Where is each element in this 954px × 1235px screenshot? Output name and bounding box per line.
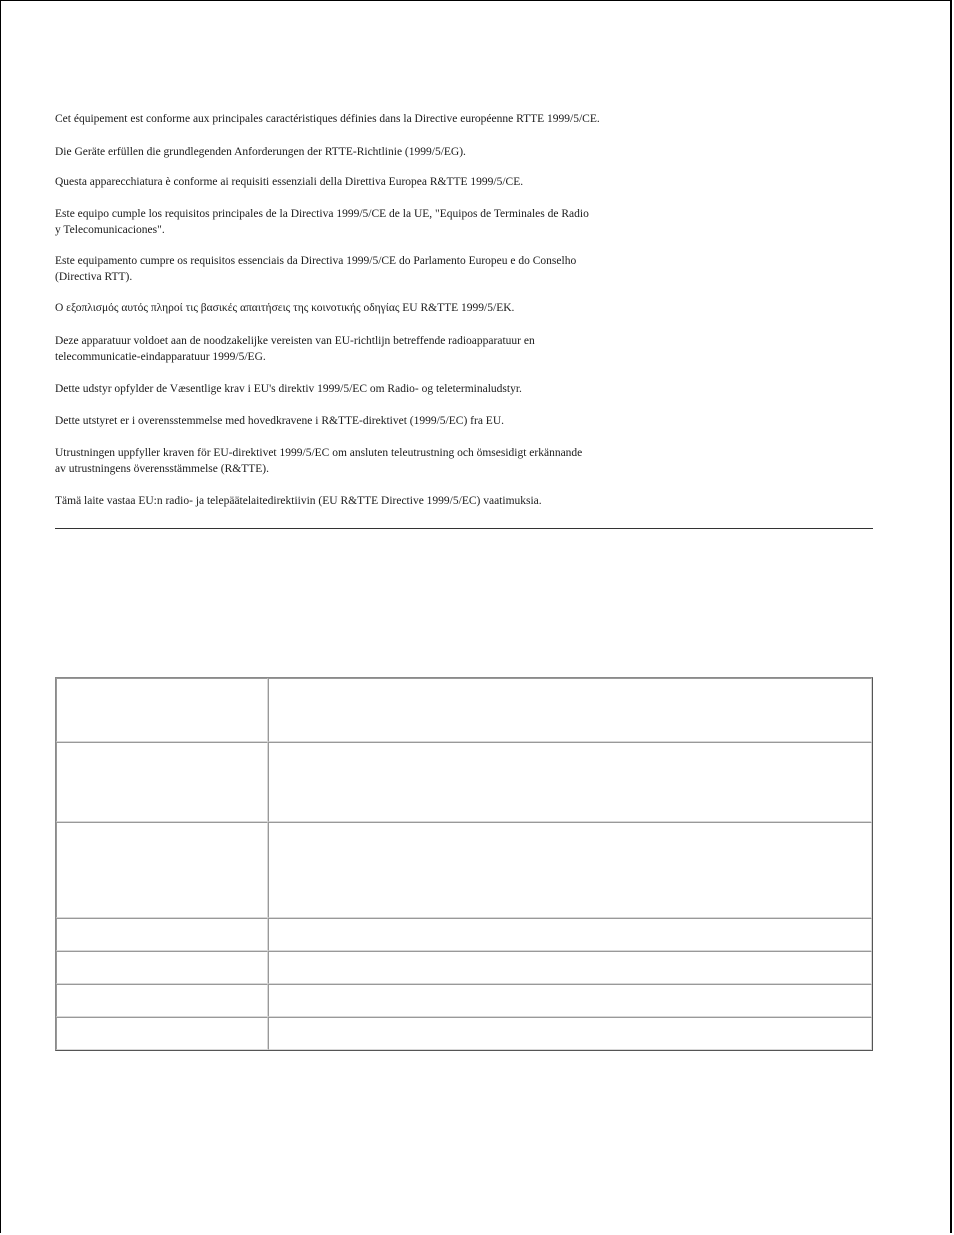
table-row [56, 742, 872, 822]
statement-danish: Dette udstyr opfylder de Væsentlige krav i EU's direktiv 1999/5/EC om Radio- og teleterminaludstyr. [55, 383, 522, 395]
statement-greek: Ο εξοπλισμός αυτός πληροί τις βασικές απαιτήσεις της κοινοτικής οδηγίας EU R&TTE 1999/5/EK. [55, 302, 515, 314]
table-cell-label [56, 678, 268, 742]
table-row [56, 951, 872, 984]
table-cell-value [268, 678, 872, 742]
table-cell-label [56, 951, 268, 984]
statement-portuguese: Este equipamento cumpre os requisitos essenciais da Directiva 1999/5/CE do Parlamento Europeu e do Conselho (Directiva RTT). [55, 255, 577, 283]
table-cell-value [268, 742, 872, 822]
statement-swedish: Utrustningen uppfyller kraven för EU-direktivet 1999/5/EC om ansluten teleutrustning och ömsesidigt erkännande av utrustningens överensstämmelse (R&TTE). [55, 447, 583, 475]
section-divider [55, 528, 873, 529]
table-cell-label [56, 918, 268, 951]
table-cell-value [268, 951, 872, 984]
table-cell-label [56, 822, 268, 918]
statement-italian: Questa apparecchiatura è conforme ai requisiti essenziali della Direttiva Europea R&TTE 1999/5/CE. [55, 176, 524, 188]
table-cell-value [268, 1017, 872, 1050]
table-row [56, 678, 872, 742]
table-row [56, 918, 872, 951]
table-cell-label [56, 984, 268, 1017]
table-row [56, 984, 872, 1017]
specification-table [55, 677, 873, 1051]
statement-dutch: Deze apparatuur voldoet aan de noodzakelijke vereisten van EU-richtlijn betreffende radioapparatuur en telecommunicatie-eindapparatuur 1999/5/EG. [55, 335, 535, 363]
table-row [56, 822, 872, 918]
table-cell-value [268, 822, 872, 918]
table-cell-label [56, 1017, 268, 1050]
statement-finnish: Tämä laite vastaa EU:n radio- ja telepäätelaitedirektiivin (EU R&TTE Directive 1999/5/EC) vaatimuksia. [55, 495, 542, 507]
table-row [56, 1017, 872, 1050]
table-cell-value [268, 918, 872, 951]
statement-spanish: Este equipo cumple los requisitos principales de la Directiva 1999/5/CE de la UE, "Equipos de Terminales de Radio y Telecomunicaciones". [55, 208, 589, 236]
table-cell-value [268, 984, 872, 1017]
statement-french: Cet équipement est conforme aux principales caractéristiques définies dans la Directive européenne RTTE 1999/5/CE. [55, 113, 600, 125]
eu-compliance-statements [55, 112, 745, 512]
statement-norwegian: Dette utstyret er i overensstemmelse med hovedkravene i R&TTE-direktivet (1999/5/EC) fra EU. [55, 415, 504, 427]
statement-german: Die Geräte erfüllen die grundlegenden Anforderungen der RTTE-Richtlinie (1999/5/EG). [55, 146, 466, 158]
table-cell-label [56, 742, 268, 822]
